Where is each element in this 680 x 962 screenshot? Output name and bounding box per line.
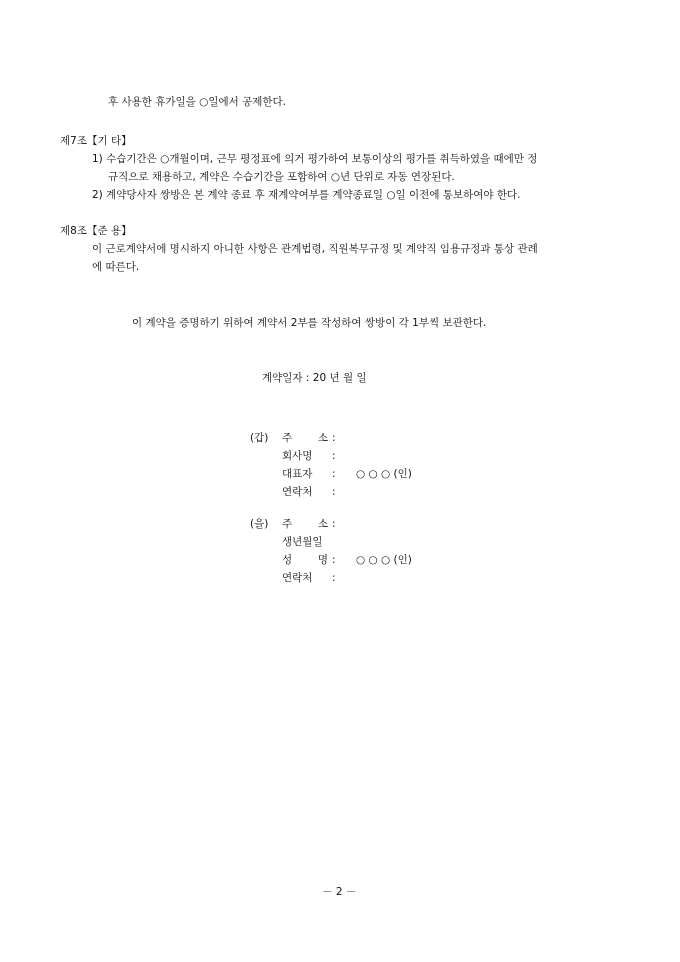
party-b-name-value: ○ ○ ○ (인) <box>356 554 412 566</box>
party-b-address-colon: : <box>332 518 336 530</box>
party-a-address-colon: : <box>332 432 336 444</box>
article-7-item-1-line-1: 1) 수습기간은 ○개월이며, 근무 평정표에 의거 평가하여 보통이상의 평가를 취득하였을 때에만 정 <box>92 153 538 165</box>
contract-date: 계약일자 : 20 년 월 일 <box>262 372 367 384</box>
article-7-item-2: 2) 계약당사자 쌍방은 본 계약 종료 후 재계약여부를 계약종료일 ○일 이전에 통보하여야 한다. <box>92 189 521 201</box>
party-a-company-colon: : <box>332 450 336 462</box>
party-b-contact-colon: : <box>332 572 336 584</box>
party-b-address-label: 주 소 <box>282 518 328 530</box>
article-7-title: 제7조【기 타】 <box>60 135 132 147</box>
party-b-tag: (을) <box>250 518 269 530</box>
party-b-contact-label: 연락처 <box>282 572 313 584</box>
party-a-rep-value: ○ ○ ○ (인) <box>356 468 412 480</box>
article-8-body-line-1: 이 근로계약서에 명시하지 아니한 사항은 관계법령, 직원복무규정 및 계약직 임용규정과 통상 관례 <box>92 243 538 255</box>
continuation-line: 후 사용한 휴가일을 ○일에서 공제한다. <box>108 96 286 108</box>
party-b-birth-label: 생년월일 <box>282 536 323 548</box>
party-b-name-colon: : <box>332 554 336 566</box>
party-a-contact-label: 연락처 <box>282 486 313 498</box>
party-a-tag: (갑) <box>250 432 269 444</box>
party-a-contact-colon: : <box>332 486 336 498</box>
party-a-company-label: 회사명 <box>282 450 313 462</box>
party-a-rep-label: 대표자 <box>282 468 313 480</box>
party-b-name-label: 성 명 <box>282 554 328 566</box>
article-8-body-line-2: 에 따른다. <box>92 261 140 273</box>
article-8-title: 제8조【준 용】 <box>60 225 132 237</box>
page-number: － 2 － <box>322 886 357 898</box>
party-a-address-label: 주 소 <box>282 432 328 444</box>
party-a-rep-colon: : <box>332 468 336 480</box>
article-7-item-1-line-2: 규직으로 채용하고, 계약은 수습기간을 포함하여 ○년 단위로 자동 연장된다. <box>108 171 455 183</box>
closing-statement: 이 계약을 증명하기 위하여 계약서 2부를 작성하여 쌍방이 각 1부씩 보관한다. <box>132 317 487 329</box>
